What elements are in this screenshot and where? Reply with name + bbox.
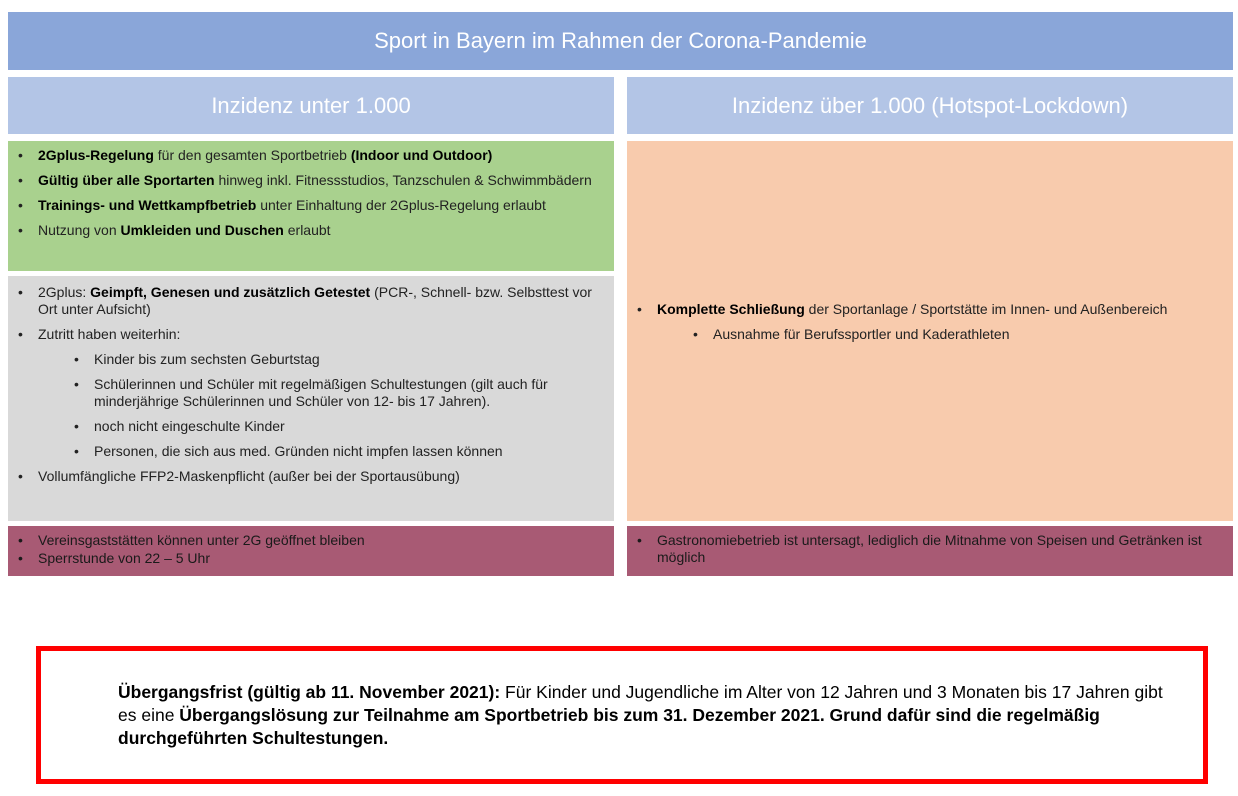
notice-emphasis: Übergangslösung zur Teilnahme am Sportbetrieb bis zum 31. Dezember 2021. Grund dafür sind die regelmäßig durchgeführten Schultestungen.	[118, 705, 1100, 748]
list-item: • Komplette Schließung der Sportanlage / Sportstätte im Innen- und Außenbereich	[637, 301, 1223, 318]
rules-panel-2gplus	[8, 141, 614, 271]
list-item: • 2Gplus: Geimpft, Genesen und zusätzlich Getestet (PCR-, Schnell- bzw. Selbsttest vor Ort unter Aufsicht)	[18, 284, 604, 318]
sub-list-item: • Personen, die sich aus med. Gründen nicht impfen lassen können	[18, 443, 604, 460]
gastronomy-panel-above-1000	[627, 526, 1233, 576]
list-item: • Sperrstunde von 22 – 5 Uhr	[18, 550, 604, 567]
sub-list-item: • Schülerinnen und Schüler mit regelmäßigen Schultestungen (gilt auch für minderjährige Schülerinnen und Schüler von 12- bis 17 Jahren).	[18, 376, 604, 410]
column-header-above-1000: Inzidenz über 1.000 (Hotspot-Lockdown)	[627, 77, 1233, 134]
notice-text: Für Kinder und Jugendliche im Alter von 12 Jahren und 3 Monaten bis 17 Jahren gibt es eine	[118, 682, 1163, 725]
list-item: • Nutzung von Umkleiden und Duschen erlaubt	[18, 222, 604, 239]
transition-period-notice	[36, 646, 1208, 784]
list-item: • Gastronomiebetrieb ist untersagt, lediglich die Mitnahme von Speisen und Getränken ist möglich	[637, 532, 1223, 566]
gastronomy-panel-below-1000	[8, 526, 614, 576]
lockdown-panel	[627, 141, 1233, 521]
column-header-below-1000: Inzidenz unter 1.000	[8, 77, 614, 134]
sub-list-item: • Ausnahme für Berufssportler und Kaderathleten	[637, 326, 1223, 343]
list-item: • Trainings- und Wettkampfbetrieb unter Einhaltung der 2Gplus-Regelung erlaubt	[18, 197, 604, 214]
sub-list-item: • Kinder bis zum sechsten Geburtstag	[18, 351, 604, 368]
list-item: • Vollumfängliche FFP2-Maskenpflicht (außer bei der Sportausübung)	[18, 468, 604, 485]
list-item: • Zutritt haben weiterhin:	[18, 326, 604, 343]
list-item: • Vereinsgaststätten können unter 2G geöffnet bleiben	[18, 532, 604, 549]
list-item: • Gültig über alle Sportarten hinweg inkl. Fitnessstudios, Tanzschulen & Schwimmbädern	[18, 172, 604, 189]
list-item: • 2Gplus-Regelung für den gesamten Sportbetrieb (Indoor und Outdoor)	[18, 147, 604, 164]
notice-heading: Übergangsfrist (gültig ab 11. November 2021):	[118, 682, 501, 702]
page-title: Sport in Bayern im Rahmen der Corona-Pandemie	[8, 12, 1233, 70]
access-rules-panel	[8, 276, 614, 521]
sub-list-item: • noch nicht eingeschulte Kinder	[18, 418, 604, 435]
